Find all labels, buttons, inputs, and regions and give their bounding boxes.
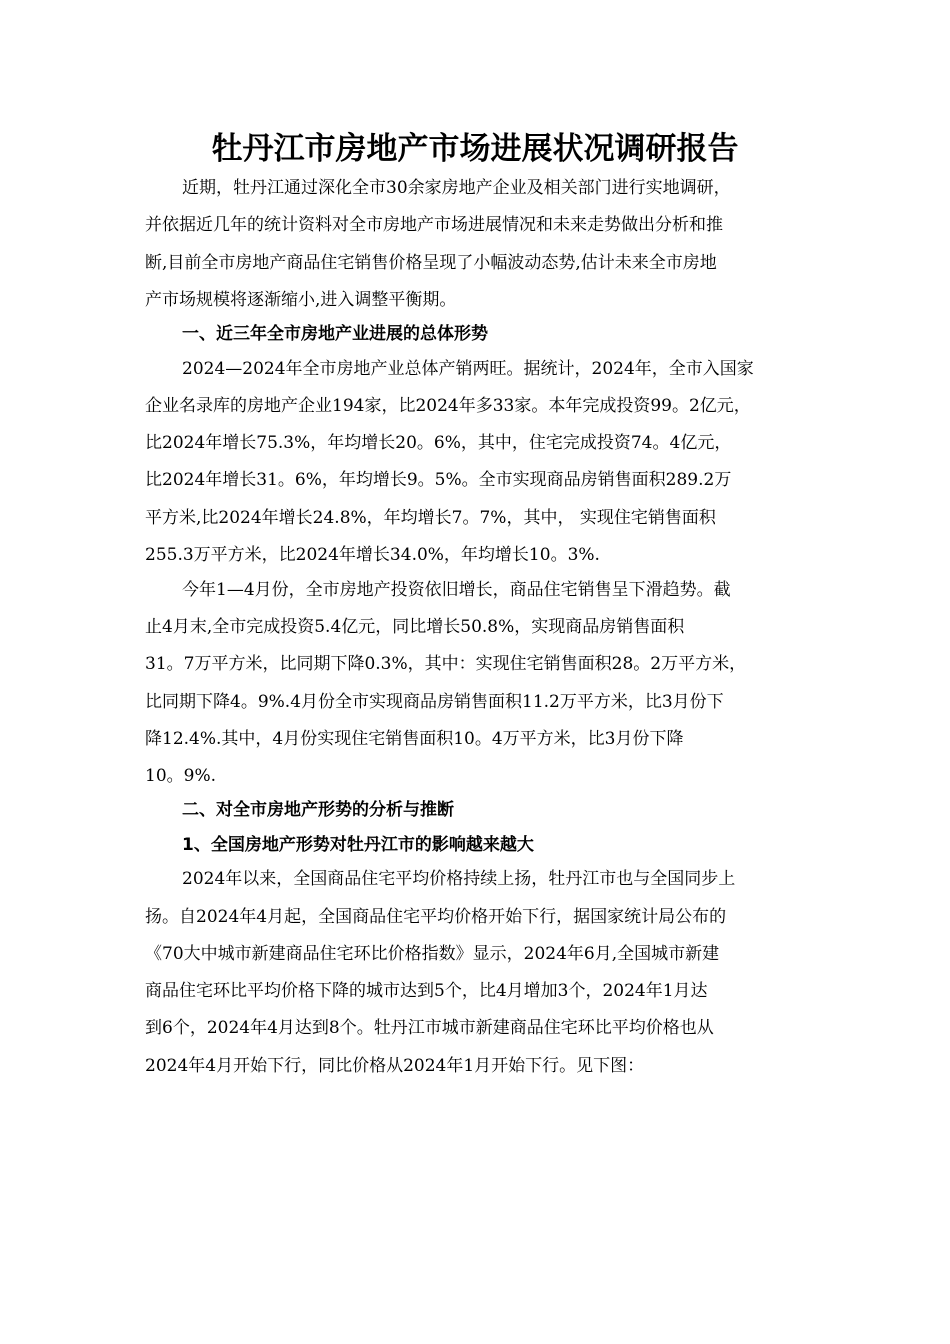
paragraph-line: 商品住宅环比平均价格下降的城市达到5个，比4月增加3个，2024年1月达 bbox=[145, 981, 708, 1001]
paragraph-line: 今年1—4月份，全市房地产投资依旧增长，商品住宅销售呈下滑趋势。截 bbox=[182, 580, 731, 600]
paragraph-line: 2024年4月开始下行，同比价格从2024年1月开始下行。见下图： bbox=[145, 1056, 645, 1076]
paragraph-line: 比同期下降4。9%.4月份全市实现商品房销售面积11.2万平方米，比3月份下 bbox=[145, 692, 724, 712]
paragraph-line: 断,目前全市房地产商品住宅销售价格呈现了小幅波动态势,估计未来全市房地 bbox=[145, 253, 717, 273]
paragraph-line: 2024—2024年全市房地产业总体产销两旺。据统计，2024年，全市入国家 bbox=[182, 359, 754, 379]
paragraph-line: 《70大中城市新建商品住宅环比价格指数》显示，2024年6月,全国城市新建 bbox=[145, 944, 720, 964]
paragraph-line: 到6个，2024年4月达到8个。牡丹江市城市新建商品住宅环比平均价格也从 bbox=[145, 1018, 714, 1038]
paragraph-line: 31。7万平方米，比同期下降0.3%，其中：实现住宅销售面积28。2万平方米， bbox=[145, 654, 747, 674]
paragraph-line: 企业名录库的房地产企业194家，比2024年多33家。本年完成投资99。2亿元， bbox=[145, 396, 751, 416]
paragraph-line: 比2024年增长31。6%，年均增长9。5%。全市实现商品房销售面积289.2万 bbox=[145, 470, 732, 490]
document-title: 牡丹江市房地产市场进展状况调研报告 bbox=[211, 131, 739, 167]
subsection-heading: 1、全国房地产形势对牡丹江市的影响越来越大 bbox=[182, 835, 534, 855]
paragraph-line: 近期，牡丹江通过深化全市30余家房地产企业及相关部门进行实地调研， bbox=[182, 178, 731, 198]
paragraph-line: 产市场规模将逐渐缩小,进入调整平衡期。 bbox=[145, 290, 457, 310]
paragraph-line: 255.3万平方米，比2024年增长34.0%，年均增长10。3%. bbox=[145, 545, 600, 565]
paragraph-line: 2024年以来，全国商品住宅平均价格持续上扬，牡丹江市也与全国同步上 bbox=[182, 869, 736, 889]
paragraph-line: 扬。自2024年4月起，全国商品住宅平均价格开始下行，据国家统计局公布的 bbox=[145, 907, 727, 927]
paragraph-line: 平方米,比2024年增长24.8%，年均增长7。7%，其中， 实现住宅销售面积 bbox=[145, 508, 716, 528]
paragraph-line: 降12.4%.其中，4月份实现住宅销售面积10。4万平方米，比3月份下降 bbox=[145, 729, 684, 749]
paragraph-line: 止4月末,全市完成投资5.4亿元，同比增长50.8%，实现商品房销售面积 bbox=[145, 617, 685, 637]
paragraph-line: 并依据近几年的统计资料对全市房地产市场进展情况和未来走势做出分析和推 bbox=[145, 215, 723, 235]
section-heading: 一、近三年全市房地产业进展的总体形势 bbox=[182, 324, 488, 344]
section-heading: 二、对全市房地产形势的分析与推断 bbox=[182, 800, 454, 820]
paragraph-line: 比2024年增长75.3%，年均增长20。6%，其中，住宅完成投资74。4亿元， bbox=[145, 433, 732, 453]
paragraph-line: 10。9%. bbox=[145, 766, 217, 786]
